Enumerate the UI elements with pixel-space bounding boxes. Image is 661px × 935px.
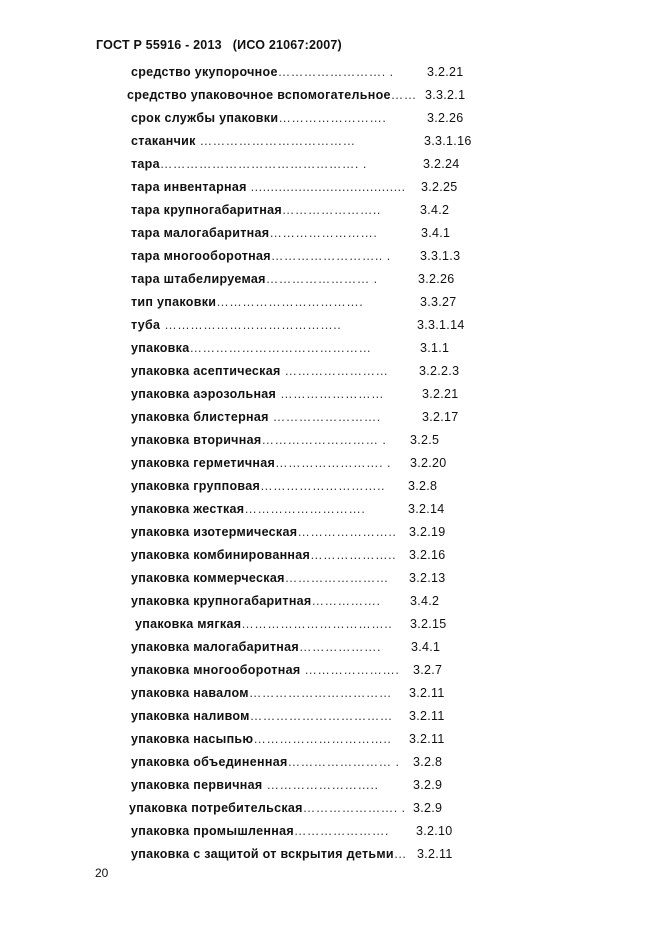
dot-leader: ………………….	[300, 663, 400, 677]
index-reference: 3.2.10	[416, 824, 453, 838]
index-entry	[0, 475, 661, 498]
index-term: срок службы упаковки…………………….	[131, 111, 387, 125]
document-header: ГОСТ Р 55916 - 2013 (ИСО 21067:2007)	[96, 38, 342, 52]
index-entry	[0, 659, 661, 682]
dot-leader: ……………………. .	[277, 65, 394, 79]
index-reference: 3.2.11	[409, 686, 445, 700]
index-entry	[0, 84, 661, 107]
index-entry	[0, 567, 661, 590]
index-term: упаковка групповая………………………..	[131, 479, 386, 493]
index-term: упаковка герметичная……………………. .	[131, 456, 391, 470]
dot-leader: …………………………..	[253, 732, 392, 746]
index-term: тара многооборотная…………………….. .	[131, 249, 391, 263]
index-term: упаковка аэрозольная ……………………	[131, 387, 385, 401]
index-term: упаковка крупногабаритная…………….	[131, 594, 381, 608]
index-entry	[0, 682, 661, 705]
index-entry	[0, 245, 661, 268]
index-reference: 3.2.21	[427, 65, 464, 79]
dot-leader: ………………….	[293, 824, 389, 838]
index-reference: 3.3.2.1	[425, 88, 466, 102]
dot-leader: …………………….	[278, 111, 387, 125]
index-reference: 3.2.5	[410, 433, 440, 447]
dot-leader: .......................................	[246, 180, 406, 194]
dot-leader: ………………………………………. .	[159, 157, 367, 171]
dot-leader: ……………………	[284, 571, 389, 585]
index-term: упаковка жесткая……………………….	[131, 502, 366, 516]
index-term: тара штабелируемая…………………… .	[131, 272, 378, 286]
index-entry	[0, 383, 661, 406]
index-term: упаковка мягкая……………………………..	[135, 617, 393, 631]
dot-leader: ………………………………	[195, 134, 356, 148]
index-reference: 3.4.1	[421, 226, 451, 240]
index-entry	[0, 843, 661, 866]
index-entry	[0, 107, 661, 130]
index-entry	[0, 314, 661, 337]
index-entry	[0, 774, 661, 797]
dot-leader: …………………. .	[302, 801, 406, 815]
dot-leader: ……………………………..	[241, 617, 393, 631]
dot-leader: …………….	[311, 594, 381, 608]
index-entry	[0, 452, 661, 475]
dot-leader: ……………………………	[248, 686, 392, 700]
index-entry	[0, 61, 661, 84]
dot-leader: ……	[390, 88, 417, 102]
index-entry	[0, 820, 661, 843]
index-term: средство упаковочное вспомогательное……	[127, 88, 417, 102]
dot-leader: ……………….	[298, 640, 381, 654]
index-reference: 3.3.1.16	[424, 134, 472, 148]
index-reference: 3.2.26	[427, 111, 464, 125]
dot-leader: ……………………………	[249, 709, 393, 723]
index-reference: 3.2.11	[417, 847, 453, 861]
index-reference: 3.4.1	[411, 640, 441, 654]
index-entry	[0, 636, 661, 659]
index-term: упаковка первичная ……………………..	[131, 778, 379, 792]
index-reference: 3.4.2	[410, 594, 440, 608]
index-reference: 3.2.20	[410, 456, 447, 470]
index-term: упаковка с защитой от вскрытия детьми…	[131, 847, 407, 861]
index-term: упаковка асептическая ……………………	[131, 364, 389, 378]
index-entry	[0, 130, 661, 153]
index-term: упаковка вторичная……………………… .	[131, 433, 387, 447]
dot-leader: ……………………..	[262, 778, 379, 792]
dot-leader: …………………… .	[265, 272, 378, 286]
index-entry	[0, 429, 661, 452]
index-term: упаковка изотермическая…………………..	[131, 525, 397, 539]
dot-leader: …………………….	[268, 410, 381, 424]
index-reference: 3.3.27	[420, 295, 457, 309]
index-term: упаковка объединенная…………………… .	[131, 755, 400, 769]
dot-leader: …	[393, 847, 407, 861]
dot-leader: ………………..	[310, 548, 397, 562]
dot-leader: …………………….	[269, 226, 378, 240]
index-term: тип упаковки…………………………….	[131, 295, 364, 309]
dot-leader: …………………..	[297, 525, 397, 539]
dot-leader: ……………………	[280, 364, 389, 378]
term-index-list	[0, 61, 661, 866]
index-reference: 3.2.7	[413, 663, 443, 677]
index-reference: 3.2.17	[422, 410, 459, 424]
index-reference: 3.3.1.3	[420, 249, 461, 263]
index-entry	[0, 199, 661, 222]
index-entry	[0, 222, 661, 245]
index-entry	[0, 291, 661, 314]
index-entry	[0, 153, 661, 176]
dot-leader: …………………….. .	[270, 249, 391, 263]
index-reference: 3.3.1.14	[417, 318, 465, 332]
index-entry	[0, 705, 661, 728]
index-term: упаковка промышленная………………….	[131, 824, 389, 838]
index-term: стаканчик ………………………………	[131, 134, 356, 148]
index-term: средство укупорочное……………………. .	[131, 65, 394, 79]
index-reference: 3.2.21	[422, 387, 459, 401]
index-term: тара крупногабаритная…………………..	[131, 203, 381, 217]
index-reference: 3.2.14	[408, 502, 445, 516]
dot-leader: ……………………………………	[189, 341, 372, 355]
dot-leader: …………………… .	[287, 755, 400, 769]
index-entry	[0, 268, 661, 291]
dot-leader: ……………………	[276, 387, 385, 401]
dot-leader: ………………………..	[260, 479, 386, 493]
index-reference: 3.2.19	[409, 525, 446, 539]
dot-leader: …………………..	[281, 203, 381, 217]
index-entry	[0, 728, 661, 751]
page-number: 20	[95, 866, 109, 880]
index-term: упаковка наливом……………………………	[131, 709, 393, 723]
index-entry	[0, 176, 661, 199]
index-reference: 3.2.26	[418, 272, 455, 286]
index-entry	[0, 613, 661, 636]
index-entry	[0, 337, 661, 360]
index-reference: 3.2.9	[413, 778, 443, 792]
index-entry	[0, 751, 661, 774]
index-entry	[0, 498, 661, 521]
index-term: тара………………………………………. .	[131, 157, 367, 171]
dot-leader: …………………………………..	[160, 318, 342, 332]
index-term: тара малогабаритная…………………….	[131, 226, 378, 240]
index-reference: 3.1.1	[420, 341, 450, 355]
index-reference: 3.2.15	[410, 617, 447, 631]
index-reference: 3.2.24	[423, 157, 460, 171]
index-entry	[0, 406, 661, 429]
index-entry	[0, 544, 661, 567]
dot-leader: ……………………. .	[275, 456, 391, 470]
dot-leader: …………………………….	[216, 295, 364, 309]
index-term: упаковка коммерческая……………………	[131, 571, 389, 585]
index-entry	[0, 521, 661, 544]
index-reference: 3.2.8	[408, 479, 438, 493]
index-reference: 3.4.2	[420, 203, 450, 217]
index-term: упаковка комбинированная………………..	[131, 548, 397, 562]
index-reference: 3.2.9	[413, 801, 443, 815]
index-term: упаковка……………………………………	[131, 341, 372, 355]
index-entry	[0, 590, 661, 613]
index-reference: 3.2.13	[409, 571, 446, 585]
index-reference: 3.2.11	[409, 732, 445, 746]
index-term: упаковка блистерная …………………….	[131, 410, 381, 424]
index-reference: 3.2.2.3	[419, 364, 460, 378]
dot-leader: ……………………….	[244, 502, 366, 516]
index-term: туба …………………………………..	[131, 318, 342, 332]
index-reference: 3.2.11	[409, 709, 445, 723]
index-term: упаковка потребительская…………………. .	[129, 801, 406, 815]
index-term: упаковка малогабаритная……………….	[131, 640, 381, 654]
index-entry	[0, 797, 661, 820]
index-reference: 3.2.25	[421, 180, 458, 194]
index-reference: 3.2.8	[413, 755, 443, 769]
index-entry	[0, 360, 661, 383]
index-term: тара инвентарная .......................................	[131, 180, 406, 194]
index-reference: 3.2.16	[409, 548, 446, 562]
index-term: упаковка навалом……………………………	[131, 686, 392, 700]
dot-leader: ……………………… .	[261, 433, 387, 447]
index-term: упаковка многооборотная ………………….	[131, 663, 400, 677]
index-term: упаковка насыпью…………………………..	[131, 732, 392, 746]
